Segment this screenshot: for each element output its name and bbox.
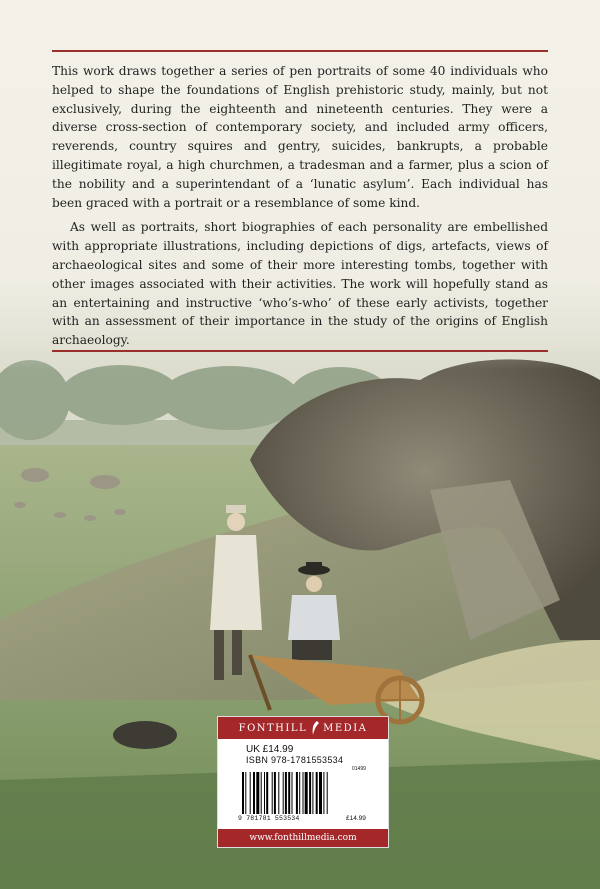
barcode <box>242 772 382 814</box>
barcode-bar <box>250 772 251 814</box>
price-code: 01499 <box>352 766 366 772</box>
barcode-bar <box>319 772 322 814</box>
barcode-panel <box>217 716 389 848</box>
barcode-bar <box>261 772 262 814</box>
top-rule <box>52 50 548 52</box>
price-label: UK £14.99 <box>246 744 294 755</box>
publisher-url: www.fonthillmedia.com <box>218 829 388 847</box>
barcode-bar <box>309 772 311 814</box>
barcode-bar <box>283 772 284 814</box>
barcode-bar <box>274 772 276 814</box>
barcode-bar <box>303 772 304 814</box>
barcode-bar <box>245 772 246 814</box>
barcode-bar <box>316 772 318 814</box>
barcode-bar <box>285 772 287 814</box>
barcode-bar <box>272 772 273 814</box>
barcode-bar <box>312 772 313 814</box>
publisher-name-right: MEDIA <box>323 722 368 734</box>
blurb-panel <box>0 0 600 370</box>
barcode-digits: 9 781781 553534 <box>238 815 300 822</box>
bottom-rule <box>52 350 548 352</box>
barcode-price: £14.99 <box>346 815 366 822</box>
barcode-bar <box>253 772 255 814</box>
barcode-bar <box>305 772 308 814</box>
barcode-bar <box>288 772 290 814</box>
barcode-bar <box>299 772 300 814</box>
blurb-paragraph-2: As well as portraits, short biographies of each personality are embellished with appropriate illustrations, including depictions of digs, artefacts, views of archaeological sites and some of their more interesting tombs, together with other images associated with their activities. The work will hopefully stand as an entertaining and instructive ‘who’s-who’ of these early activists, together with an assessment of their importance in the study of the origins of English archaeology. <box>52 220 548 348</box>
dog <box>113 721 177 749</box>
barcode-bar <box>296 772 298 814</box>
barcode-bar <box>327 772 328 814</box>
barcode-bar <box>264 772 265 814</box>
quill-icon <box>311 721 319 735</box>
publisher-logo <box>218 717 388 739</box>
barcode-bar <box>292 772 293 814</box>
barcode-bar <box>256 772 259 814</box>
isbn-label: ISBN 978-1781553534 <box>246 755 344 765</box>
blurb-text <box>52 62 548 350</box>
publisher-name-left: FONTHILL <box>238 722 308 734</box>
barcode-bar <box>266 772 268 814</box>
barcode-bar <box>278 772 279 814</box>
blurb-paragraph-1: This work draws together a series of pen portraits of some 40 individuals who helped to shape the foundations of English prehistoric study, mainly, but not exclusively, during the eighteenth and nineteenth centuries. They were a diverse cross-section of contemporary society, and included army officers, reverends, country squires and gentry, suicides, bankrupts, a probable illegitimate royal, a high churchmen, a tradesman and a farmer, plus a scion of the nobility and a superintendant of a ‘lunatic asylum’. Each individual has been graced with a portrait or a resemblance of some kind. <box>52 64 548 210</box>
barcode-bar <box>323 772 324 814</box>
barcode-bar <box>242 772 244 814</box>
